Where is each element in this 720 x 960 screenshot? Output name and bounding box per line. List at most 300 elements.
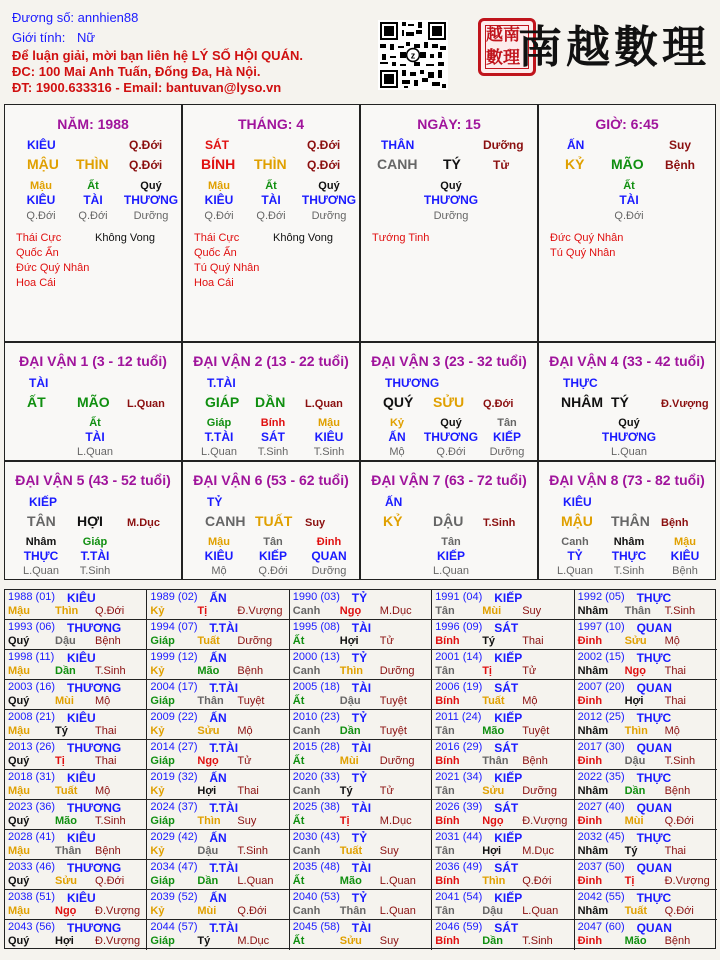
year-label: 1992 (05) (577, 591, 625, 603)
ten-god-star: TÀI (351, 861, 372, 875)
life-stage: Mộ (95, 785, 111, 797)
pillar-chi: THÌN (254, 156, 287, 172)
year-branch: Dậu (339, 695, 361, 707)
hidden-stage: L.Quan (556, 565, 594, 577)
life-stage: Tử (379, 635, 394, 647)
life-stage: Bệnh (664, 935, 691, 947)
pillar-top-stage: Suy (669, 138, 692, 152)
pillar-title: GIỜ: 6:45 (595, 116, 659, 132)
hidden-star: T.TÀI (80, 549, 110, 563)
pillar-year (4, 104, 182, 342)
life-stage: Tuyệt (379, 695, 407, 707)
dai-van-star: KIÊU (563, 495, 592, 509)
year-branch: Hợi (482, 845, 502, 857)
special-star: Quốc Ấn (16, 247, 59, 259)
hidden-stem: Giáp (82, 536, 108, 548)
annual-luck-cell (432, 860, 574, 890)
year-branch: Tuất (339, 845, 363, 857)
annual-luck-cell (575, 830, 717, 860)
dai-van-chi: DẦN (255, 394, 286, 410)
pillar-title: NGÀY: 15 (417, 116, 481, 132)
dai-van-title: ĐẠI VẬN 2 (13 - 22 tuổi) (193, 353, 349, 369)
hidden-stage: Bệnh (672, 565, 698, 577)
ten-god-star: KIÊU (67, 711, 96, 725)
hidden-star: TỶ (567, 549, 583, 563)
year-stem: Bính (435, 635, 460, 647)
year-branch: Mùi (339, 755, 359, 767)
year-stem: Mậu (8, 725, 30, 737)
year-branch: Tý (482, 635, 496, 647)
hidden-stage: T.Sinh (79, 565, 111, 577)
ten-god-star: TÀI (351, 921, 372, 935)
ten-god-star: T.TÀI (209, 921, 239, 935)
year-stem: Quý (8, 875, 30, 887)
hidden-stem: Quý (440, 417, 462, 429)
ten-god-star: KIÊU (67, 891, 96, 905)
year-stem: Canh (292, 845, 321, 857)
life-stage: L.Quan (379, 905, 416, 917)
hidden-star: THƯƠNG (301, 193, 357, 207)
year-branch: Ngọ (339, 605, 362, 617)
year-label: 2010 (23) (292, 711, 340, 723)
year-stem: Canh (292, 605, 321, 617)
hidden-stage: Dưỡng (433, 210, 469, 222)
year-branch: Ngọ (197, 755, 219, 767)
year-branch: Dần (482, 935, 503, 947)
hidden-star: TÀI (83, 193, 103, 207)
hidden-star: KIÊU (204, 549, 234, 563)
year-stem: Kỷ (150, 905, 165, 917)
life-stage: Dưỡng (379, 755, 415, 767)
life-stage: Dưỡng (522, 785, 557, 797)
dai-van-can: NHÂM (561, 394, 603, 410)
life-stage: M.Dục (237, 935, 270, 947)
life-stage: Đ.Vượng (237, 605, 283, 617)
year-stem: Đinh (577, 935, 603, 947)
hidden-star: T.TÀI (204, 430, 234, 444)
dai-van-stage: T.Sinh (483, 517, 516, 529)
ten-god-star: KIẾP (494, 891, 523, 905)
annual-luck-cell (147, 620, 289, 650)
year-stem: Đinh (577, 695, 603, 707)
special-star: Thái Cực (194, 232, 240, 244)
year-stem: Đinh (577, 875, 603, 887)
year-branch: Mùi (197, 905, 217, 917)
ten-god-star: SÁT (494, 861, 519, 875)
life-stage: Thai (664, 845, 686, 857)
ten-god-star: ẤN (209, 711, 227, 725)
hidden-star: KIÊU (314, 430, 344, 444)
ten-god-star: TỶ (351, 651, 368, 665)
ten-god-star: KIÊU (67, 651, 96, 665)
pillar-chi: MÃO (611, 156, 644, 172)
hidden-star: KIẾP (492, 430, 521, 444)
dai-van-can: CANH (205, 513, 246, 529)
qr-code-icon[interactable] (378, 20, 448, 90)
annual-luck-cell (147, 710, 289, 740)
year-label: 2003 (16) (8, 681, 56, 693)
ten-god-star: QUAN (636, 861, 672, 875)
hidden-stem: Ất (623, 180, 635, 192)
life-stage: Dưỡng (237, 635, 273, 647)
annual-luck-cell (575, 740, 717, 770)
year-branch: Sửu (482, 785, 505, 797)
pillar-title: NĂM: 1988 (57, 116, 129, 132)
year-label: 2018 (31) (8, 771, 56, 783)
life-stage: Bệnh (95, 845, 121, 857)
hidden-stage: Q.Đới (26, 210, 56, 222)
annual-luck-cell (290, 920, 432, 950)
life-stage: Mộ (664, 725, 680, 737)
year-label: 2021 (34) (435, 771, 483, 783)
pillar-chi: THÌN (76, 156, 109, 172)
year-label: 2030 (43) (292, 831, 340, 843)
ten-god-star: KIẾP (494, 711, 523, 725)
hidden-stage: L.Quan (610, 446, 648, 458)
year-label: 1990 (03) (292, 591, 340, 603)
contact-invite: Để luận giải, mời bạn liên hệ LÝ SỐ HỘI QUÁN. (12, 48, 303, 63)
annual-luck-cell (290, 830, 432, 860)
life-stage: Mộ (664, 635, 680, 647)
dai-van-chi: SỬU (433, 394, 465, 410)
year-branch: Dần (55, 665, 76, 677)
annual-luck-cell (147, 740, 289, 770)
hidden-star: THƯƠNG (423, 193, 479, 207)
year-label: 1994 (07) (150, 621, 198, 633)
pillar-hour (538, 104, 716, 342)
year-label: 2011 (24) (435, 711, 482, 723)
hidden-stage: Q.Đới (256, 210, 286, 222)
gender-value: Nữ (76, 30, 96, 45)
year-stem: Nhâm (577, 605, 609, 617)
year-branch: Thân (55, 845, 82, 857)
hidden-stem: Tân (263, 536, 283, 548)
year-label: 2025 (38) (292, 801, 340, 813)
ten-god-star: THƯƠNG (67, 681, 122, 695)
dai-van-title: ĐẠI VẬN 1 (3 - 12 tuổi) (19, 353, 167, 369)
dai-van-can: QUÝ (383, 394, 414, 410)
dai-van-stage: L.Quan (127, 398, 165, 410)
year-branch: Dần (197, 875, 219, 887)
hidden-stem: Nhâm (25, 536, 57, 548)
pillar-can: BÍNH (201, 156, 236, 172)
year-stem: Quý (8, 695, 30, 707)
ten-god-star: KIẾP (494, 831, 523, 845)
hidden-stem: Mậu (674, 536, 696, 548)
year-stem: Ất (292, 695, 305, 707)
year-branch: Mão (339, 875, 362, 887)
dai-van-cell (4, 342, 182, 461)
dai-van-can: TÂN (27, 513, 56, 529)
ten-god-star: THỰC (636, 651, 672, 665)
annual-luck-cell (147, 680, 289, 710)
year-branch: Thìn (339, 665, 364, 677)
year-branch: Thân (624, 605, 651, 617)
year-label: 2043 (56) (8, 921, 56, 933)
contact-address: ĐC: 100 Mai Anh Tuấn, Đống Đa, Hà Nội. (12, 64, 261, 79)
ten-god-star: T.TÀI (209, 741, 239, 755)
year-label: 2007 (20) (577, 681, 625, 693)
annual-luck-cell (5, 710, 147, 740)
hidden-star: KIẾP (258, 549, 287, 563)
annual-luck-cell (290, 890, 432, 920)
year-stem: Kỷ (150, 725, 165, 737)
ten-god-star: ẤN (209, 591, 227, 605)
year-stem: Ất (292, 755, 305, 767)
annual-luck-cell (5, 830, 147, 860)
year-branch: Tý (197, 935, 211, 947)
annual-luck-cell (290, 590, 432, 620)
year-branch: Tý (624, 845, 638, 857)
gender-line (12, 30, 95, 46)
year-stem: Mậu (8, 785, 30, 797)
ten-god-star: SÁT (494, 921, 519, 935)
hidden-stage: Dưỡng (133, 210, 169, 222)
ten-god-star: ẤN (209, 771, 227, 785)
pillar-chi-stage: Tử (493, 158, 510, 172)
year-branch: Dậu (55, 635, 76, 647)
life-stage: Q.Đới (95, 605, 125, 617)
life-stage: Thai (95, 725, 117, 737)
ten-god-star: QUAN (636, 741, 672, 755)
hidden-stage: Mộ (389, 446, 405, 458)
hidden-stem: Mậu (208, 180, 230, 192)
hidden-star: KIÊU (670, 549, 700, 563)
year-branch: Sửu (55, 875, 78, 887)
life-stage: Q.Đới (664, 905, 694, 917)
dai-van-title: ĐẠI VẬN 3 (23 - 32 tuổi) (371, 353, 527, 369)
year-label: 2000 (13) (292, 651, 340, 663)
year-stem: Bính (435, 695, 460, 707)
ten-god-star: THƯƠNG (67, 801, 122, 815)
year-stem: Giáp (150, 695, 175, 707)
hidden-star: THƯƠNG (123, 193, 179, 207)
dai-van-chi: TUẤT (255, 513, 293, 529)
pillar-day (360, 104, 538, 342)
annual-luck-cell (147, 770, 289, 800)
hidden-stage: Q.Đới (78, 210, 108, 222)
life-stage: M.Dục (379, 815, 412, 827)
life-stage: Tử (379, 785, 394, 797)
ten-god-star: TỶ (351, 711, 368, 725)
life-stage: Tuyệt (379, 725, 407, 737)
year-branch: Tý (55, 725, 68, 737)
life-stage: T.Sinh (237, 845, 268, 857)
pillar-chi-stage: Bệnh (665, 158, 695, 172)
annual-luck-cell (290, 710, 432, 740)
ten-god-star: KIẾP (494, 771, 523, 785)
annual-luck-cell (290, 770, 432, 800)
ten-god-star: QUAN (636, 801, 672, 815)
dai-van-stage: Suy (305, 517, 326, 529)
year-stem: Bính (435, 875, 460, 887)
year-label: 1993 (06) (8, 621, 56, 633)
hidden-stem: Giáp (206, 417, 232, 429)
dai-van-chi: MÃO (77, 394, 110, 410)
hidden-stem: Mậu (208, 536, 230, 548)
dai-van-cell (182, 342, 360, 461)
hidden-star: TÀI (261, 193, 281, 207)
life-stage: L.Quan (522, 905, 559, 917)
year-stem: Kỷ (150, 605, 165, 617)
ten-god-star: TỶ (351, 891, 368, 905)
life-stage: T.Sinh (664, 755, 696, 767)
void-star: Không Vong (95, 232, 155, 244)
dai-van-can: MẬU (561, 513, 593, 529)
hidden-stem: Tân (441, 536, 461, 548)
year-stem: Bính (435, 755, 460, 767)
hidden-stem: Mậu (318, 417, 340, 429)
hidden-stem: Mậu (30, 180, 52, 192)
life-stage: Bệnh (95, 635, 121, 647)
dai-van-stage: L.Quan (305, 398, 343, 410)
year-stem: Bính (435, 815, 460, 827)
annual-luck-cell (432, 830, 574, 860)
ten-god-star: T.TÀI (209, 861, 239, 875)
year-label: 2017 (30) (577, 741, 625, 753)
year-stem: Tân (435, 845, 455, 857)
year-branch: Mùi (482, 605, 502, 617)
hidden-star: TÀI (85, 430, 105, 444)
special-star: Tú Quý Nhân (194, 262, 260, 274)
year-stem: Canh (292, 725, 321, 737)
pillar-top-star: ẤN (567, 138, 585, 152)
year-branch: Thìn (624, 725, 648, 737)
ten-god-star: KIÊU (67, 591, 96, 605)
hidden-star: THỰC (611, 549, 647, 563)
year-stem: Mậu (8, 665, 30, 677)
dai-van-cell (538, 342, 716, 461)
dai-van-can: GIÁP (205, 394, 240, 410)
year-branch: Hợi (624, 695, 644, 707)
ten-god-star: TỶ (351, 771, 368, 785)
annual-luck-cell (5, 920, 147, 950)
brand-logo-calligraphy: 南越數理 (518, 22, 710, 73)
dai-van-title: ĐẠI VẬN 6 (53 - 62 tuổi) (193, 472, 349, 488)
year-branch: Tị (482, 665, 492, 677)
life-stage: Tuyệt (237, 695, 265, 707)
ten-god-star: KIÊU (67, 771, 96, 785)
annual-luck-cell (5, 860, 147, 890)
hidden-star: KIÊU (26, 193, 56, 207)
pillar-top-stage: Q.Đới (129, 138, 163, 152)
year-stem: Tân (435, 605, 455, 617)
ten-god-star: QUAN (636, 681, 672, 695)
year-label: 2001 (14) (435, 651, 483, 663)
year-branch: Sửu (197, 725, 220, 737)
year-stem: Nhâm (577, 785, 609, 797)
annual-luck-cell (147, 800, 289, 830)
dai-van-star: TỶ (207, 495, 223, 509)
hidden-stage: Dưỡng (311, 210, 347, 222)
year-branch: Dần (624, 785, 646, 797)
hidden-stem: Tân (497, 417, 517, 429)
annual-luck-cell (5, 800, 147, 830)
year-stem: Mậu (8, 845, 30, 857)
year-label: 1999 (12) (150, 651, 198, 663)
life-stage: Mộ (522, 695, 538, 707)
year-label: 2038 (51) (8, 891, 56, 903)
hidden-stage: Dưỡng (311, 565, 347, 577)
year-label: 2004 (17) (150, 681, 198, 693)
life-stage: Suy (237, 815, 257, 827)
ten-god-star: THỰC (636, 891, 672, 905)
ten-god-star: T.TÀI (209, 801, 239, 815)
ten-god-star: THƯƠNG (67, 861, 122, 875)
hidden-stem: Đinh (316, 536, 342, 548)
year-label: 1989 (02) (150, 591, 198, 603)
pillar-chi: TÝ (443, 156, 461, 172)
year-stem: Giáp (150, 635, 175, 647)
year-label: 1996 (09) (435, 621, 483, 633)
year-label: 2008 (21) (8, 711, 56, 723)
ten-god-star: SÁT (494, 801, 519, 815)
hidden-star: KIÊU (204, 193, 234, 207)
year-stem: Quý (8, 935, 30, 947)
life-stage: Dưỡng (379, 665, 415, 677)
hidden-star: SÁT (261, 430, 285, 444)
dai-van-cell (4, 461, 182, 580)
annual-luck-cell (5, 890, 147, 920)
year-stem: Giáp (150, 755, 175, 767)
hidden-stage: L.Quan (432, 565, 470, 577)
annual-luck-cell (147, 650, 289, 680)
special-star: Đức Quý Nhân (550, 232, 624, 244)
year-stem: Ất (292, 815, 305, 827)
year-stem: Canh (292, 905, 321, 917)
year-label: 2006 (19) (435, 681, 483, 693)
year-branch: Thìn (55, 605, 79, 617)
ten-god-star: ẤN (209, 891, 227, 905)
dai-van-star: KIẾP (29, 495, 58, 509)
ten-god-star: T.TÀI (209, 621, 239, 635)
special-star: Quốc Ấn (194, 247, 237, 259)
year-stem: Giáp (150, 875, 175, 887)
svg-text:z: z (410, 50, 416, 61)
year-label: 2044 (57) (150, 921, 198, 933)
ten-god-star: THỰC (636, 831, 672, 845)
year-label: 2013 (26) (8, 741, 56, 753)
hidden-stage: L.Quan (22, 565, 60, 577)
annual-luck-cell (5, 620, 147, 650)
hidden-stage: T.Sinh (313, 446, 345, 458)
hidden-stage: T.Sinh (613, 565, 645, 577)
gender-label: Giới tính: (12, 30, 66, 45)
dai-van-title: ĐẠI VẬN 4 (33 - 42 tuổi) (549, 353, 705, 369)
life-stage: T.Sinh (522, 935, 553, 947)
life-stage: L.Quan (237, 875, 274, 887)
annual-luck-cell (432, 890, 574, 920)
hidden-star: ẤN (388, 430, 406, 444)
year-label: 2035 (48) (292, 861, 340, 873)
ten-god-star: THƯƠNG (67, 621, 122, 635)
dai-van-can: ẤT (27, 394, 46, 410)
year-branch: Tuất (55, 785, 78, 797)
life-stage: M.Dục (379, 605, 412, 617)
year-label: 1998 (11) (8, 651, 55, 663)
year-label: 2046 (59) (435, 921, 483, 933)
annual-luck-cell (575, 650, 717, 680)
contact-phone-email[interactable]: ĐT: 1900.633316 - Email: bantuvan@lyso.vn (12, 80, 282, 95)
annual-luck-cell (432, 620, 574, 650)
hidden-stage: Dưỡng (489, 446, 525, 458)
special-star: Hoa Cái (194, 277, 234, 289)
year-branch: Dần (339, 725, 361, 737)
hidden-star: THƯƠNG (601, 430, 657, 444)
year-label: 1997 (10) (577, 621, 625, 633)
life-stage: Bệnh (522, 755, 548, 767)
year-branch: Hợi (55, 935, 74, 947)
